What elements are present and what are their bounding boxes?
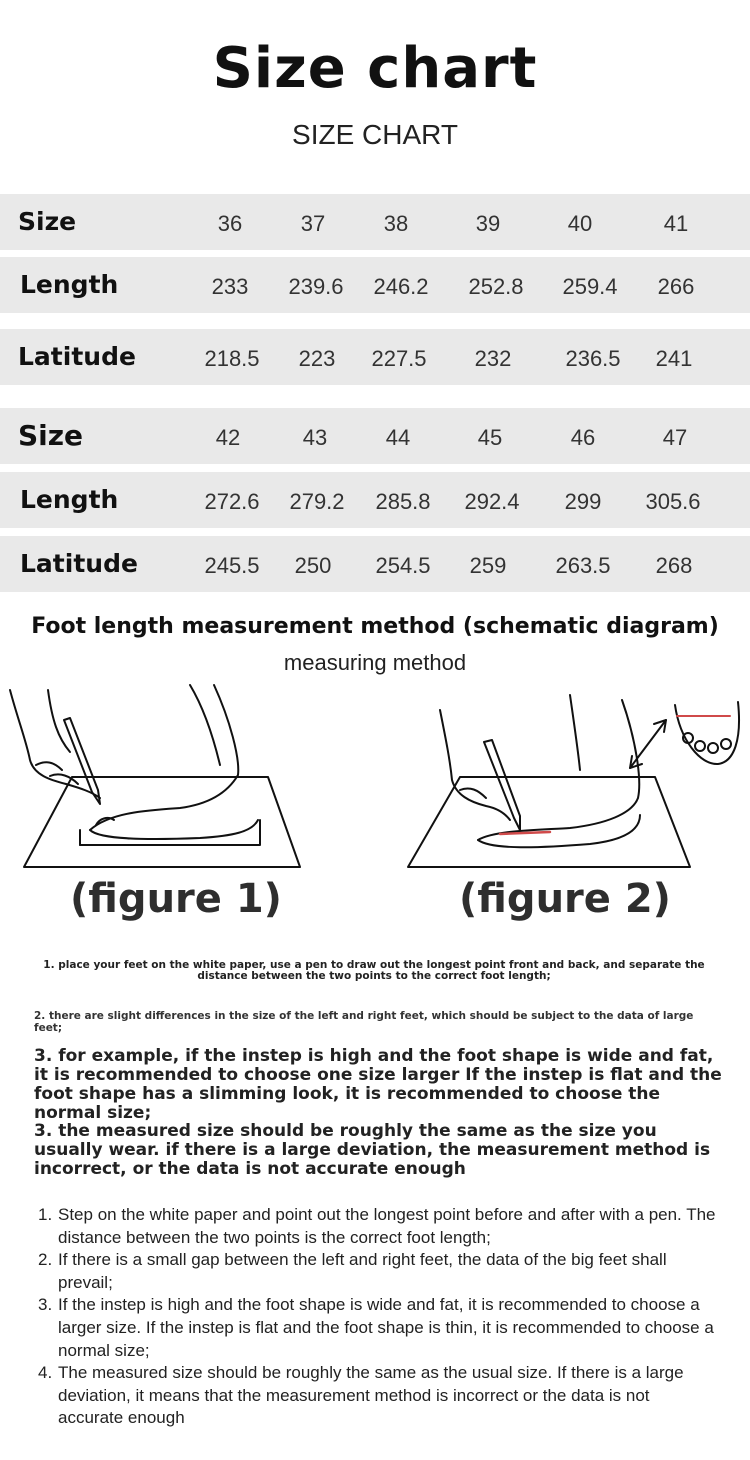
latitude-cell: 236.5 (565, 346, 621, 371)
foot-outline (90, 685, 238, 830)
instructions-list (38, 1204, 718, 1430)
length-cell: 292.4 (464, 489, 520, 514)
latitude-cell: 232 (474, 346, 512, 371)
size-cell: 41 (663, 211, 689, 236)
size-cell: 44 (385, 425, 411, 450)
page-subtitle: SIZE CHART (292, 119, 458, 150)
length-cell: 305.6 (645, 489, 701, 514)
row-label-latitude: Latitude (18, 342, 136, 371)
toes-inset (675, 702, 739, 764)
list-item-text: If the instep is high and the foot shape is wide and fat, it is recommended to choose a larger size. If the instep is flat and the foot shape is thin, it is recommended to choose a normal size; (58, 1295, 714, 1360)
pen (64, 718, 100, 804)
list-item-number: 2. (38, 1250, 53, 1270)
length-cell: 239.6 (288, 274, 344, 299)
length-cell: 246.2 (373, 274, 429, 299)
length-cell: 233 (211, 274, 249, 299)
list-item-number: 4. (38, 1363, 53, 1383)
paper-sheet (408, 777, 690, 867)
length-cell: 259.4 (562, 274, 618, 299)
length-cell: 252.8 (468, 274, 524, 299)
latitude-cell: 223 (298, 346, 336, 371)
pen (484, 740, 520, 830)
row-label-size: Size (18, 207, 77, 236)
size-cell: 43 (302, 425, 328, 450)
note-1: 1. place your feet on the white paper, use a pen to draw out the longest point front and back, and separate the distance between the two points to the correct foot length; (43, 959, 705, 982)
figure-1-illustration (0, 680, 320, 875)
row-label-length: Length (20, 485, 119, 514)
size-cell: 45 (477, 425, 503, 450)
size-cell: 37 (300, 211, 326, 236)
latitude-cell: 259 (469, 553, 507, 578)
length-cell: 272.6 (204, 489, 260, 514)
row-label-length: Length (20, 270, 119, 299)
row-label-size: Size (18, 419, 84, 452)
length-cell: 285.8 (375, 489, 431, 514)
list-item-text: The measured size should be roughly the same as the usual size. If there is a large deviation, it means that the measurement method is incorrect or the data is not accurate enough (58, 1363, 684, 1428)
length-cell: 299 (564, 489, 602, 514)
list-item-number: 1. (38, 1205, 53, 1224)
size-row-2 (0, 408, 750, 464)
page-title: Size chart (212, 36, 538, 101)
length-cell: 266 (657, 274, 695, 299)
list-item-number: 3. (38, 1295, 53, 1315)
method-subheading: measuring method (283, 650, 467, 675)
latitude-cell: 268 (655, 553, 693, 578)
latitude-row-2 (0, 536, 750, 592)
figure-2-illustration (400, 690, 745, 875)
list-item-text: Step on the white paper and point out the longest point before and after with a pen. The distance between the two points is the correct foot length; (58, 1205, 716, 1247)
size-cell: 38 (383, 211, 409, 236)
length-row-1 (0, 257, 750, 313)
latitude-cell: 245.5 (204, 553, 260, 578)
size-cell: 46 (570, 425, 596, 450)
paper-sheet (24, 777, 300, 867)
double-arrow (630, 720, 666, 768)
list-item-text: If there is a small gap between the left and right feet, the data of the big feet shall prevail; (58, 1250, 667, 1292)
length-cell: 279.2 (289, 489, 345, 514)
latitude-cell: 218.5 (204, 346, 260, 371)
list-item (38, 1362, 718, 1430)
latitude-cell: 241 (655, 346, 693, 371)
hand-outline (440, 710, 510, 820)
hand-outline (10, 690, 100, 798)
note-3: 3. for example, if the instep is high and the foot shape is wide and fat, it is recommended to choose one size larger If the instep is flat and the foot shape has a slimming look, it is recommended to choose the normal size; (34, 1046, 722, 1123)
latitude-cell: 227.5 (371, 346, 427, 371)
note-2: 2. there are slight differences in the size of the left and right feet, which should be subject to the data of large feet; (34, 1010, 694, 1034)
latitude-cell: 250 (294, 553, 332, 578)
size-cell: 36 (217, 211, 243, 236)
size-cell: 39 (475, 211, 501, 236)
list-item (38, 1204, 718, 1249)
figure-2-label: (figure 2) (459, 876, 671, 922)
size-cell: 47 (662, 425, 688, 450)
latitude-row-1 (0, 329, 750, 385)
row-label-latitude: Latitude (20, 549, 138, 578)
note-4: 3. the measured size should be roughly the same as the size you usually wear. if there is a large deviation, the measurement method is incorrect, or the data is not accurate enough (34, 1121, 711, 1179)
list-item (38, 1249, 718, 1294)
list-item (38, 1294, 718, 1362)
method-heading: Foot length measurement method (schematic diagram) (31, 614, 719, 639)
size-cell: 42 (215, 425, 241, 450)
latitude-cell: 254.5 (375, 553, 431, 578)
size-cell: 40 (567, 211, 593, 236)
figure-1-label: (figure 1) (70, 876, 282, 922)
size-row-1 (0, 194, 750, 250)
latitude-cell: 263.5 (555, 553, 611, 578)
length-row-2 (0, 472, 750, 528)
